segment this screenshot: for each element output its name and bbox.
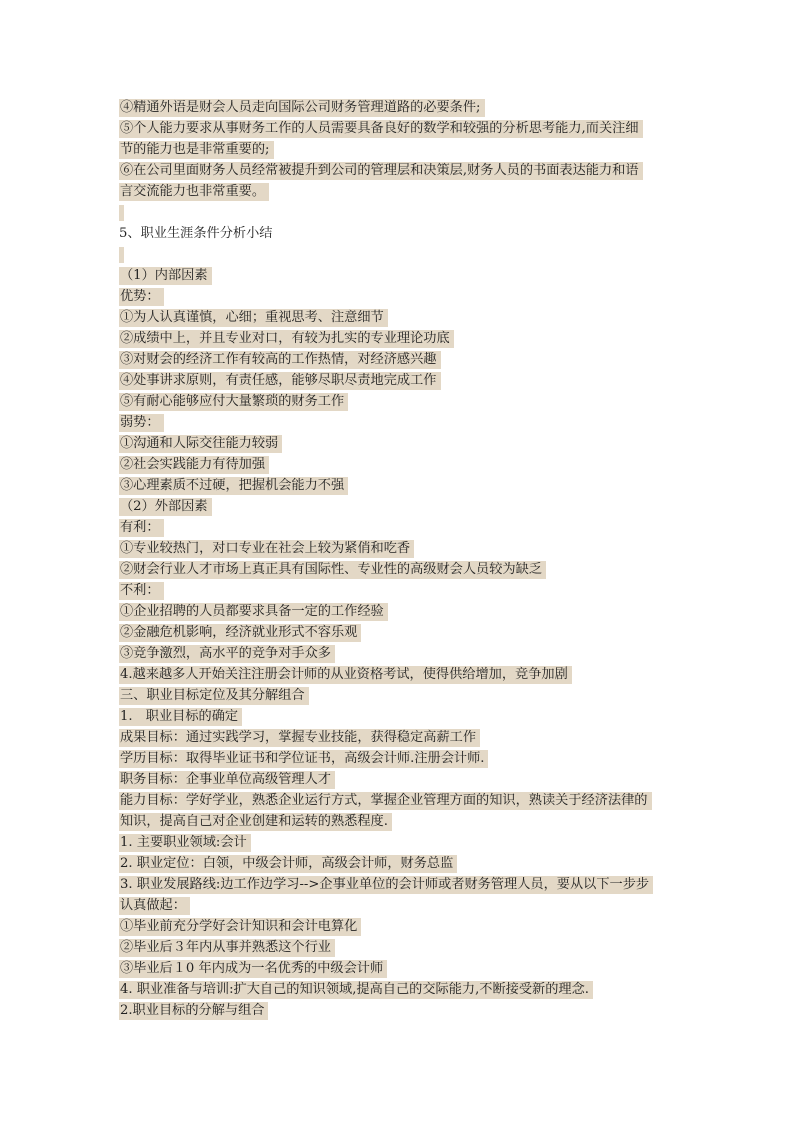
line-text: 弱势： bbox=[119, 414, 164, 432]
line-text: 认真做起： bbox=[119, 897, 190, 915]
text-line bbox=[119, 139, 679, 160]
text-line bbox=[119, 391, 679, 412]
line-text: ④精通外语是财会人员走向国际公司财务管理道路的必要条件; bbox=[119, 99, 485, 117]
text-line bbox=[119, 727, 679, 748]
text-line bbox=[119, 769, 679, 790]
line-text: ⑤有耐心能够应付大量繁琐的财务工作 bbox=[119, 393, 348, 411]
text-line bbox=[119, 433, 679, 454]
line-text: 有利： bbox=[119, 519, 164, 537]
line-text: ①沟通和人际交往能力较弱 bbox=[119, 435, 282, 453]
line-text: 1. 主要职业领域:会计 bbox=[119, 834, 251, 852]
line-text: ②毕业后３年内从事并熟悉这个行业 bbox=[119, 939, 335, 957]
text-line bbox=[119, 328, 679, 349]
text-line bbox=[119, 811, 679, 832]
line-text: 职务目标：企事业单位高级管理人才 bbox=[119, 771, 335, 789]
text-line bbox=[119, 580, 679, 601]
text-line bbox=[119, 160, 679, 181]
blank-line-marker bbox=[119, 244, 679, 265]
line-text: ②财会行业人才市场上真正具有国际性、专业性的高级财会人员较为缺乏 bbox=[119, 561, 546, 579]
text-line bbox=[119, 181, 679, 202]
text-line bbox=[119, 748, 679, 769]
line-text: 不利： bbox=[119, 582, 164, 600]
text-line bbox=[119, 349, 679, 370]
line-text: ③心理素质不过硬，把握机会能力不强 bbox=[119, 477, 348, 495]
line-text: 5、职业生涯条件分析小结 bbox=[119, 226, 273, 241]
line-text: 知识，提高自己对企业创建和运转的熟悉程度. bbox=[119, 813, 392, 831]
line-text: ③毕业后１0 年内成为一名优秀的中级会计师 bbox=[119, 960, 387, 978]
section-heading bbox=[119, 223, 679, 244]
line-text: 学历目标：取得毕业证书和学位证书，高级会计师.注册会计师. bbox=[119, 750, 488, 768]
line-text: ①专业较热门，对口专业在社会上较为紧俏和吃香 bbox=[119, 540, 414, 558]
text-line bbox=[119, 685, 679, 706]
text-line bbox=[119, 643, 679, 664]
line-text: （2）外部因素 bbox=[119, 498, 212, 516]
text-line bbox=[119, 790, 679, 811]
text-line bbox=[119, 475, 679, 496]
text-line bbox=[119, 979, 679, 1000]
highlight-bar bbox=[119, 247, 124, 263]
text-line bbox=[119, 622, 679, 643]
text-line bbox=[119, 706, 679, 727]
line-text: 能力目标：学好学业，熟悉企业运行方式，掌握企业管理方面的知识，熟读关于经济法律的 bbox=[119, 792, 652, 810]
text-line bbox=[119, 874, 679, 895]
line-text: 4.越来越多人开始关注注册会计师的从业资格考试，使得供给增加，竞争加剧 bbox=[119, 666, 572, 684]
line-text: ⑥在公司里面财务人员经常被提升到公司的管理层和决策层,财务人员的书面表达能力和语 bbox=[119, 162, 643, 180]
text-line bbox=[119, 853, 679, 874]
text-line bbox=[119, 1000, 679, 1021]
text-line bbox=[119, 958, 679, 979]
line-text: 2. 职业定位：白领，中级会计师，高级会计师，财务总监 bbox=[119, 855, 457, 873]
text-line bbox=[119, 832, 679, 853]
text-line bbox=[119, 538, 679, 559]
line-text: （1）内部因素 bbox=[119, 267, 212, 285]
line-text: ⑤个人能力要求从事财务工作的人员需要具备良好的数学和较强的分析思考能力,而关注细 bbox=[119, 120, 643, 138]
line-text: ②社会实践能力有待加强 bbox=[119, 456, 269, 474]
text-line bbox=[119, 412, 679, 433]
line-text: 三、职业目标定位及其分解组合 bbox=[119, 687, 309, 705]
text-line bbox=[119, 286, 679, 307]
blank-line-marker bbox=[119, 202, 679, 223]
text-line bbox=[119, 97, 679, 118]
text-line bbox=[119, 496, 679, 517]
line-text: 言交流能力也非常重要。 bbox=[119, 183, 269, 201]
line-text: ①毕业前充分学好会计知识和会计电算化 bbox=[119, 918, 361, 936]
text-line bbox=[119, 895, 679, 916]
line-text: 成果目标：通过实践学习，掌握专业技能，获得稳定高薪工作 bbox=[119, 729, 480, 747]
text-line bbox=[119, 118, 679, 139]
text-line bbox=[119, 916, 679, 937]
line-text: ②成绩中上，并且专业对口，有较为扎实的专业理论功底 bbox=[119, 330, 454, 348]
text-line bbox=[119, 601, 679, 622]
line-text: ③竞争激烈，高水平的竞争对手众多 bbox=[119, 645, 335, 663]
line-text: ①为人认真谨慎，心细；重视思考、注意细节 bbox=[119, 309, 388, 327]
document-page bbox=[119, 97, 679, 1021]
text-line bbox=[119, 559, 679, 580]
text-line bbox=[119, 664, 679, 685]
line-text: 3. 职业发展路线:边工作边学习-->企事业单位的会计师或者财务管理人员，要从以下一步步 bbox=[119, 876, 653, 894]
line-text: 1. 职业目标的确定 bbox=[119, 708, 242, 726]
text-line bbox=[119, 937, 679, 958]
highlight-bar bbox=[119, 205, 124, 221]
text-line bbox=[119, 307, 679, 328]
text-line bbox=[119, 454, 679, 475]
line-text: 4. 职业准备与培训:扩大自己的知识领域,提高自己的交际能力,不断接受新的理念. bbox=[119, 981, 593, 999]
text-line bbox=[119, 517, 679, 538]
line-text: ②金融危机影响，经济就业形式不容乐观 bbox=[119, 624, 361, 642]
line-text: ③对财会的经济工作有较高的工作热情，对经济感兴趣 bbox=[119, 351, 441, 369]
text-line bbox=[119, 265, 679, 286]
line-text: 节的能力也是非常重要的; bbox=[119, 141, 274, 159]
line-text: 优势： bbox=[119, 288, 164, 306]
line-text: ①企业招聘的人员都要求具备一定的工作经验 bbox=[119, 603, 388, 621]
text-line bbox=[119, 370, 679, 391]
line-text: 2.职业目标的分解与组合 bbox=[119, 1002, 268, 1020]
line-text: ④处事讲求原则，有责任感，能够尽职尽责地完成工作 bbox=[119, 372, 441, 390]
